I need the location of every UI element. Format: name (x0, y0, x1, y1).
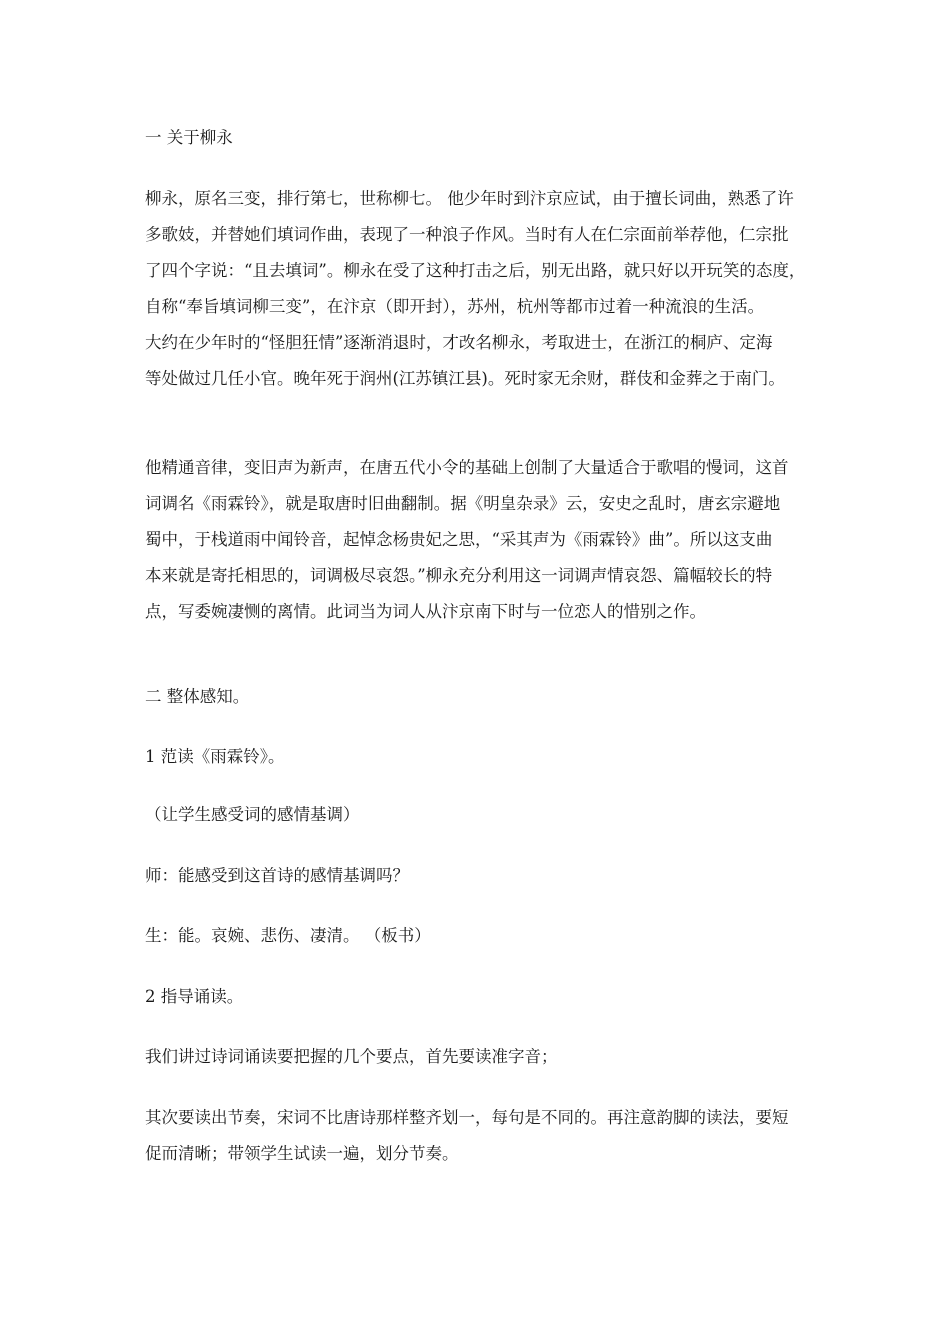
text-line: 等处做过几任小官。晚年死于润州(江苏镇江县)。死时家无余财，群伎和金葬之于南门。 (145, 369, 785, 388)
item-guided-reading: 2 指导诵读。 (145, 987, 244, 1006)
teacher-question: 师：能感受到这首诗的感情基调吗？ (145, 866, 409, 885)
text-line: 促而清晰；带领学生试读一遍，划分节奏。 (145, 1144, 459, 1163)
text-line: 蜀中，于栈道雨中闻铃音，起悼念杨贵妃之思，“采其声为《雨霖铃》曲”。所以这支曲 (145, 530, 773, 549)
paragraph-rhythm (145, 1100, 817, 1172)
section-heading-about-liu-yong: 一 关于柳永 (145, 128, 233, 147)
paragraph-music (145, 450, 817, 630)
text-line: 柳永，原名三变，排行第七，世称柳七。 他少年时到汴京应试，由于擅长词曲，熟悉了许 (145, 189, 794, 208)
text-line: 本来就是寄托相思的，词调极尽哀怨。”柳永充分利用这一词调声情哀怨、篇幅较长的特 (145, 566, 773, 585)
text-line: 点，写委婉凄恻的离情。此词当为词人从汴京南下时与一位恋人的惜别之作。 (145, 602, 706, 621)
section-heading-overall: 二 整体感知。 (145, 687, 250, 706)
text-line: 大约在少年时的“怪胆狂情”逐渐消退时，才改名柳永，考取进士，在浙江的桐庐、定海 (145, 333, 773, 352)
paragraph-biography (145, 181, 817, 397)
item-model-reading: 1 范读《雨霖铃》。 (145, 747, 285, 766)
text-line: 其次要读出节奏，宋词不比唐诗那样整齐划一，每句是不同的。再注意韵脚的读法，要短 (145, 1108, 789, 1127)
text-line: 了四个字说：“且去填词”。柳永在受了这种打击之后，别无出路，就只好以开玩笑的态度， (145, 261, 806, 280)
text-line: 他精通音律，变旧声为新声，在唐五代小令的基础上创制了大量适合于歌唱的慢词，这首 (145, 458, 789, 477)
text-line: 词调名《雨霖铃》，就是取唐时旧曲翻制。据《明皇杂录》云，安史之乱时，唐玄宗避地 (145, 494, 781, 513)
student-answer: 生：能。哀婉、悲伤、凄清。 （板书） (145, 926, 431, 945)
paragraph-pronunciation: 我们讲过诗词诵读要把握的几个要点，首先要读准字音； (145, 1047, 558, 1066)
text-line: 自称“奉旨填词柳三变”，在汴京（即开封），苏州，杭州等都市过着一种流浪的生活。 (145, 297, 765, 316)
note-emotion-tone: （让学生感受词的感情基调） (145, 805, 360, 824)
text-line: 多歌妓，并替她们填词作曲，表现了一种浪子作风。当时有人在仁宗面前举荐他，仁宗批 (145, 225, 789, 244)
